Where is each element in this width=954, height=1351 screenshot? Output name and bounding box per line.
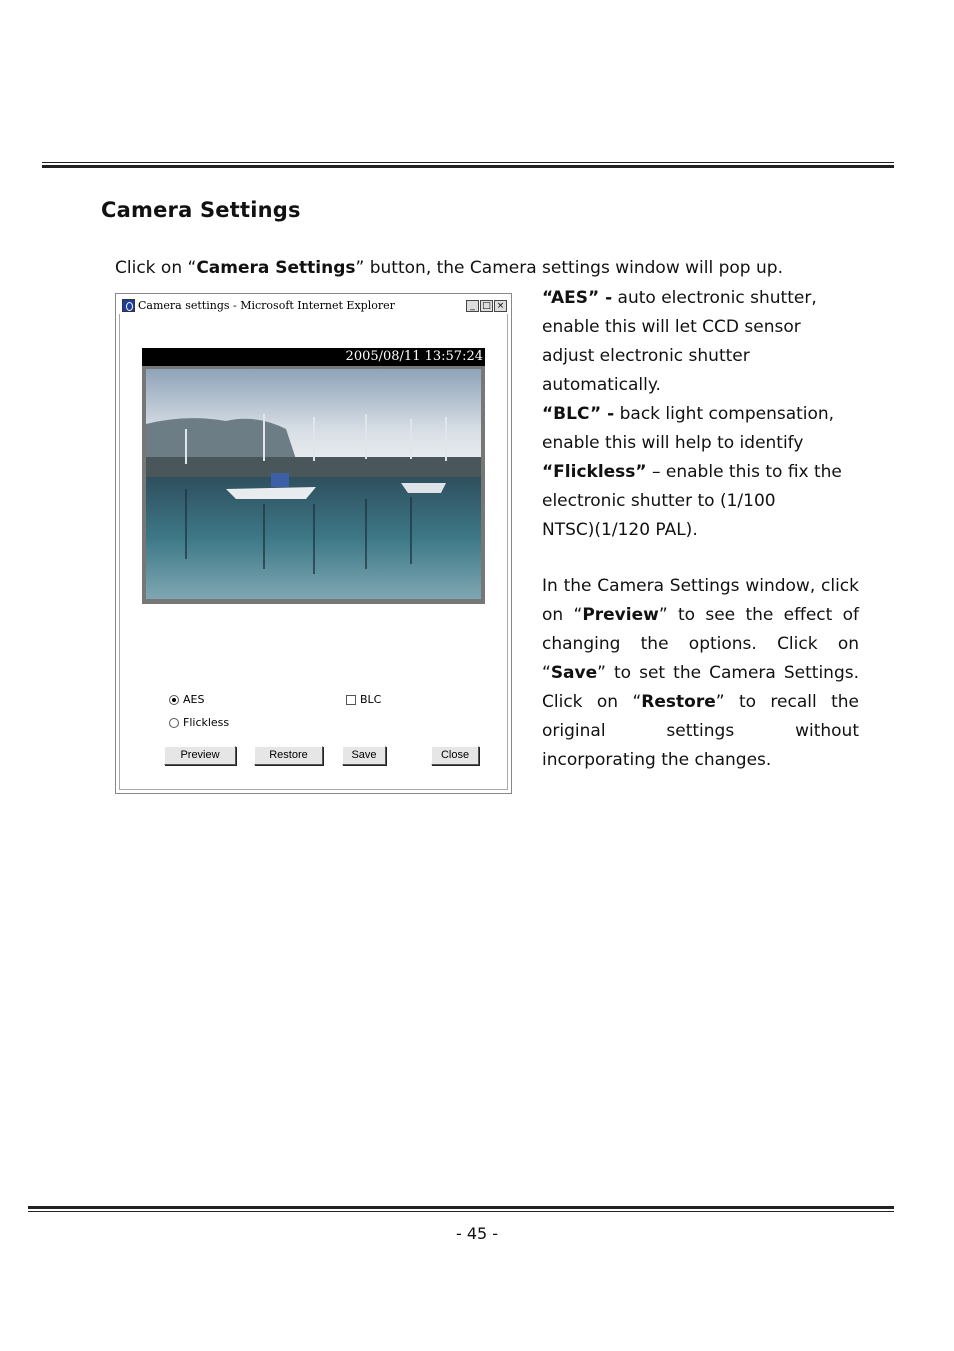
intro-text-after: ” button, the Camera settings window will pop up. xyxy=(355,258,783,278)
usage-preview-bold: Preview xyxy=(582,605,659,625)
aes-option[interactable] xyxy=(169,693,204,706)
flickless-term: “Flickless” xyxy=(542,462,647,482)
blc-desc-line2: enable this will help to identify xyxy=(542,433,804,453)
blc-desc-text1: back light compensation, xyxy=(614,404,835,424)
ie-icon xyxy=(122,299,135,312)
aes-desc-line1 xyxy=(542,284,859,313)
flickless-desc-line1 xyxy=(542,458,859,487)
usage-text3: ” to set the Camera Settings. Click on “ xyxy=(542,663,859,712)
aes-label: AES xyxy=(183,693,205,706)
usage-paragraph xyxy=(542,572,859,775)
blc-label: BLC xyxy=(360,693,382,706)
maximize-icon[interactable]: □ xyxy=(480,300,493,312)
top-rule-thick xyxy=(42,165,894,168)
blc-desc-line1 xyxy=(542,400,859,429)
flickless-label: Flickless xyxy=(183,716,230,729)
blc-checkbox[interactable] xyxy=(346,695,356,705)
page-number: - 45 - xyxy=(455,1224,499,1243)
restore-button[interactable]: Restore xyxy=(254,746,323,765)
aes-radio[interactable] xyxy=(169,695,179,705)
flickless-desc-text1: – enable this to fix the xyxy=(646,462,842,482)
blc-term: “BLC” - xyxy=(542,404,615,424)
intro-text-before: Click on “ xyxy=(115,258,197,278)
close-button[interactable]: Close xyxy=(431,746,479,765)
camera-image xyxy=(146,369,481,599)
usage-text4: ” to recall the original settings without incorporating the changes. xyxy=(542,692,859,770)
aes-term: “AES” - xyxy=(542,288,613,308)
intro-paragraph xyxy=(115,258,783,278)
aes-desc-text1: auto electronic shutter, xyxy=(612,288,817,308)
options-description xyxy=(542,284,859,545)
flickless-desc-line2: electronic shutter to (1/100 xyxy=(542,491,776,511)
aes-desc-line2: enable this will let CCD sensor xyxy=(542,317,801,337)
top-rule-thin xyxy=(42,162,894,163)
camera-timestamp: 2005/08/11 13:57:24 xyxy=(142,348,485,366)
bottom-rule-thick xyxy=(28,1206,894,1209)
camera-view xyxy=(142,348,485,604)
usage-save-bold: Save xyxy=(550,663,598,683)
save-button[interactable]: Save xyxy=(342,746,386,765)
blc-option[interactable] xyxy=(346,693,381,706)
bottom-rule-thin xyxy=(28,1211,894,1212)
aes-desc-line3: adjust electronic shutter xyxy=(542,346,750,366)
preview-button[interactable]: Preview xyxy=(164,746,236,765)
flickless-radio[interactable] xyxy=(169,718,179,728)
section-title: Camera Settings xyxy=(101,198,301,222)
window-title: Camera settings - Microsoft Internet Explorer xyxy=(138,299,395,312)
harbor-scene xyxy=(146,369,481,599)
usage-text1: In the Camera Settings window, click on “ xyxy=(542,576,859,625)
minimize-icon[interactable]: _ xyxy=(466,300,479,312)
flickless-desc-line3: NTSC)(1/120 PAL). xyxy=(542,520,698,540)
flickless-option[interactable] xyxy=(169,716,229,729)
close-icon[interactable]: × xyxy=(494,300,507,312)
usage-text2: ” to see the effect of changing the options. Click on “ xyxy=(542,605,859,683)
window-titlebar xyxy=(119,297,508,314)
usage-restore-bold: Restore xyxy=(641,692,716,712)
intro-bold: Camera Settings xyxy=(196,258,356,278)
aes-desc-line4: automatically. xyxy=(542,375,661,395)
